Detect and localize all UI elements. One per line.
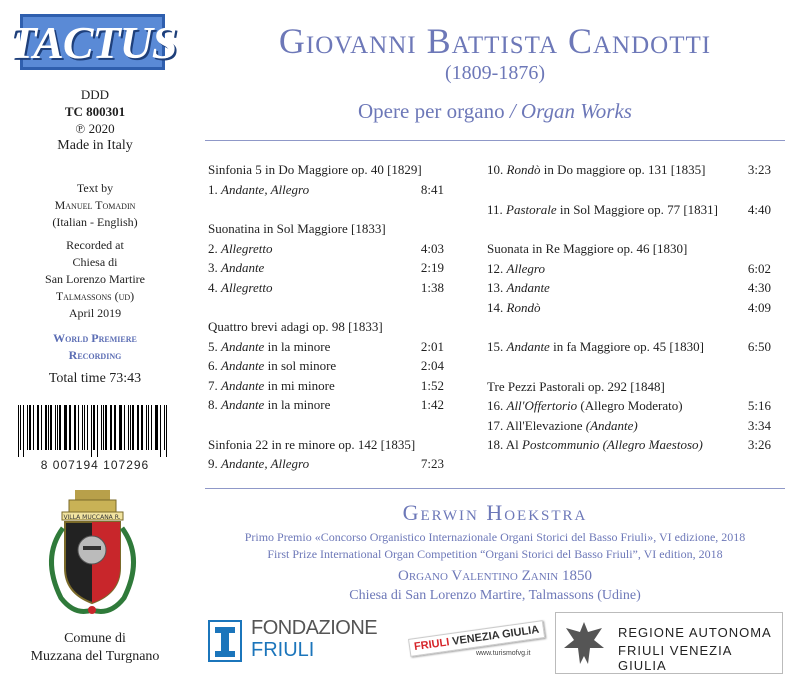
author-name: Manuel Tomadin <box>54 198 136 212</box>
coat-of-arms-icon <box>35 488 150 623</box>
track-row: 14. Rondò 4:09 <box>487 299 771 315</box>
fvg-tourism-logo: FRIULI VENEZIA GIULIA www.turismofvg.it <box>408 625 538 670</box>
section-heading: Quattro brevi adagi op. 98 [1833] <box>208 319 383 334</box>
performer-name: Gerwin Hoekstra <box>402 500 588 525</box>
right-program <box>487 160 771 455</box>
town: Talmassons (ud) <box>55 289 135 303</box>
place-line1: Chiesa di <box>72 255 118 269</box>
track-row: 17. All'Elevazione (Andante) 3:34 <box>487 417 771 433</box>
fondazione-text: FONDAZIONE <box>251 617 378 639</box>
prize-italian: Primo Premio «Concorso Organistico Internazionale Organi Storici del Basso Friuli», VI edizione, 2018 <box>244 530 746 544</box>
eagle-icon <box>562 618 606 668</box>
track-row: 1. Andante, Allegro 8:41 <box>208 181 444 197</box>
track-row: 18. Al Postcommunio (Allegro Maestoso) 3:26 <box>487 437 771 452</box>
composer-dates: (1809-1876) <box>445 62 545 84</box>
track-row: 13. Andante 4:30 <box>487 280 771 295</box>
track-row: 5. Andante in la minore 2:01 <box>208 338 444 354</box>
track-row: 15. Andante in fa Maggiore op. 45 [1830] 6:50 <box>487 339 771 354</box>
languages: (Italian - English) <box>52 215 138 229</box>
track-row: 7. Andante in mi minore 1:52 <box>208 377 444 393</box>
fondazione-friuli-logo <box>205 615 378 665</box>
section-heading: Sinfonia 22 in re minore op. 142 [1835] <box>208 436 416 452</box>
suonata-heading: Suonata in Re Maggiore op. 46 [1830] <box>487 241 688 256</box>
track-row: 6. Andante in sol minore 2:04 <box>208 358 444 373</box>
svg-text:VILLA MUCCANA R.: VILLA MUCCANA R. <box>63 514 121 521</box>
section-heading: Suonatina in Sol Maggiore [1833] <box>208 221 386 236</box>
track-row: 10. Rondò in Do maggiore op. 131 [1835] 3:23 <box>487 162 771 177</box>
copyright-line: ℗ 2020 <box>75 121 115 136</box>
comune-line1: Comune di <box>64 631 126 646</box>
work-title: Opere per organo / Organ Works <box>358 99 632 123</box>
premiere-line2: Recording <box>68 348 122 362</box>
pezzi-heading: Tre Pezzi Pastorali op. 292 [1848] <box>487 378 665 394</box>
comune-label <box>0 630 190 666</box>
section-heading: Sinfonia 5 in Do Maggiore op. 40 [1829] <box>208 162 422 177</box>
friuli-text: FRIULI <box>251 639 315 661</box>
track-row: 9. Andante, Allegro 7:23 <box>208 456 444 471</box>
comune-line2: Muzzana del Turgnano <box>30 649 160 664</box>
barcode-number: 8 007194 107296 <box>40 458 150 472</box>
footer-rule <box>205 488 785 489</box>
recorded-at: Recorded at <box>66 238 124 252</box>
fvg-url: www.turismofvg.it <box>476 650 531 657</box>
composer-name: Giovanni Battista Candotti <box>278 21 712 61</box>
credits-block <box>0 180 190 387</box>
track-row: 16. All'Offertorio (Allegro Moderato) 5:16 <box>487 398 771 413</box>
place-line2: San Lorenzo Martire <box>45 272 145 286</box>
ddd-label: DDD <box>80 87 110 102</box>
regione-fvg-logo <box>555 612 783 674</box>
total-time: Total time 73:43 <box>48 371 142 386</box>
barcode <box>18 405 168 460</box>
track-row: 12. Allegro 6:02 <box>487 260 771 276</box>
tactus-logo: TACTUS <box>20 14 165 70</box>
church-name: Chiesa di San Lorenzo Martire, Talmassons (Udine) <box>349 588 641 603</box>
premiere-line1: World Premiere <box>53 331 137 345</box>
prize-english: First Prize International Organ Competition “Organi Storici del Basso Friuli”, VI edition, 2018 <box>267 547 723 561</box>
track-row: 8. Andante in la minore 1:42 <box>208 397 444 412</box>
organ-name: Organo Valentino Zanin 1850 <box>397 568 592 584</box>
track-row: 11. Pastorale in Sol Maggiore op. 77 [1831] 4:40 <box>487 201 771 217</box>
label-info <box>0 86 190 154</box>
track-row: 3. Andante 2:19 <box>208 260 444 275</box>
catalog-number: TC 800301 <box>64 104 126 119</box>
track-row: 4. Allegretto 1:38 <box>208 279 444 295</box>
left-program <box>208 160 444 474</box>
header-rule <box>205 140 785 141</box>
made-in: Made in Italy <box>57 138 133 153</box>
regione-line1: REGIONE AUTONOMA <box>618 625 772 640</box>
regione-line2: FRIULI VENEZIA GIULIA <box>618 643 732 673</box>
track-row: 2. Allegretto 4:03 <box>208 240 444 256</box>
fondazione-emblem-icon <box>205 619 245 663</box>
text-by: Text by <box>76 181 114 195</box>
recording-date: April 2019 <box>68 306 122 320</box>
